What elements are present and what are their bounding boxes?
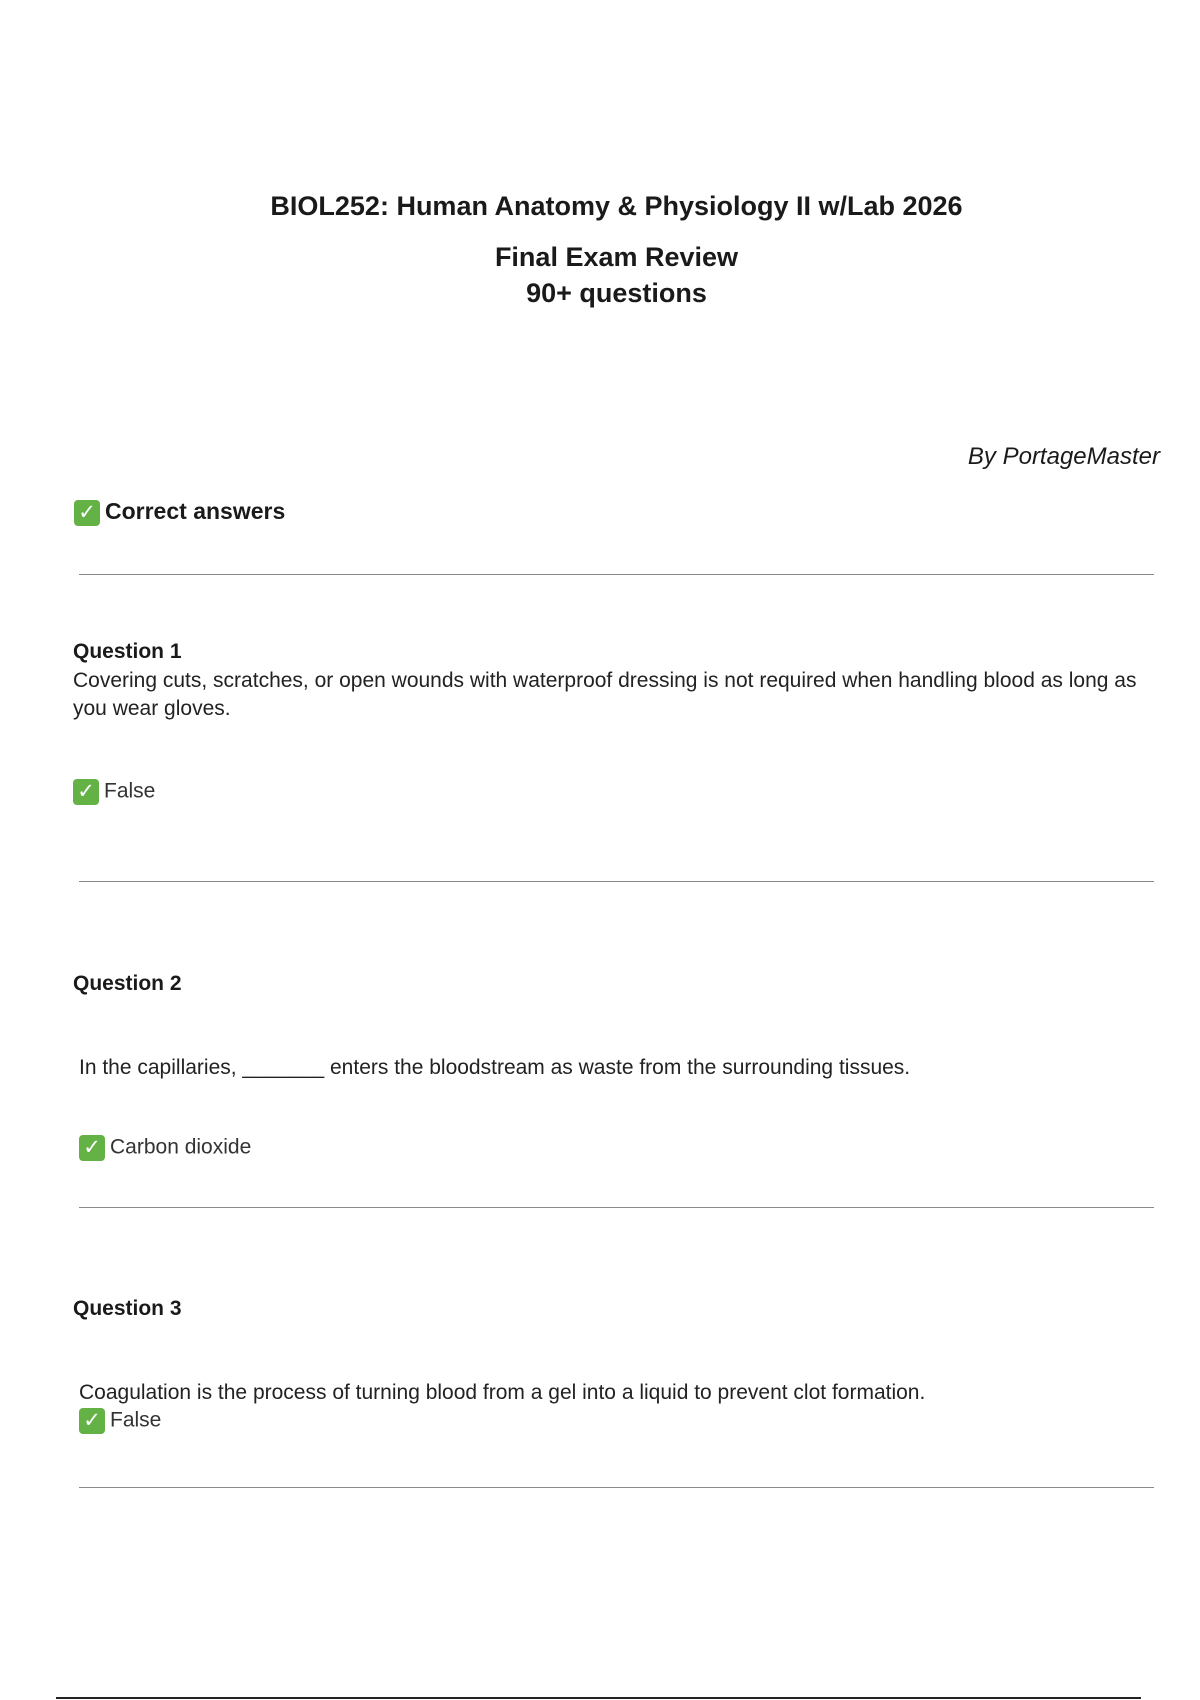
question-3-answer-text: False — [110, 1408, 162, 1432]
question-2-text: In the capillaries, _______ enters the bloodstream as waste from the surrounding tissues. — [79, 1056, 911, 1079]
document-title: BIOL252: Human Anatomy & Physiology II w/Lab 2026 — [270, 191, 963, 221]
page-bottom-rule — [56, 1697, 1141, 1699]
title-block — [0, 188, 1200, 311]
legend-label: Correct answers — [105, 498, 286, 524]
question-2-label: Question 2 — [73, 972, 182, 995]
check-mark-icon: ✓ — [74, 500, 100, 526]
author-byline: By PortageMaster — [967, 443, 1160, 470]
document-subtitle: Final Exam Review — [494, 242, 739, 272]
question-count: 90+ questions — [526, 278, 707, 308]
question-1-text: Covering cuts, scratches, or open wounds with waterproof dressing is not required when handling blood as long as you wear gloves. — [73, 669, 1137, 720]
question-1-answer — [73, 779, 155, 805]
question-1-answer-text: False — [104, 779, 156, 803]
legend — [74, 498, 285, 526]
question-3-answer — [79, 1408, 161, 1434]
divider — [79, 1207, 1154, 1208]
question-2-answer-text: Carbon dioxide — [110, 1135, 252, 1159]
check-mark-icon: ✓ — [79, 1408, 105, 1434]
question-3-text: Coagulation is the process of turning blood from a gel into a liquid to prevent clot formation. — [79, 1381, 926, 1404]
divider — [79, 574, 1154, 575]
divider — [79, 1487, 1154, 1488]
check-mark-icon: ✓ — [73, 779, 99, 805]
question-1-label: Question 1 — [73, 640, 182, 663]
question-2-answer — [79, 1135, 251, 1161]
question-3-label: Question 3 — [73, 1297, 182, 1320]
divider — [79, 881, 1154, 882]
check-mark-icon: ✓ — [79, 1135, 105, 1161]
